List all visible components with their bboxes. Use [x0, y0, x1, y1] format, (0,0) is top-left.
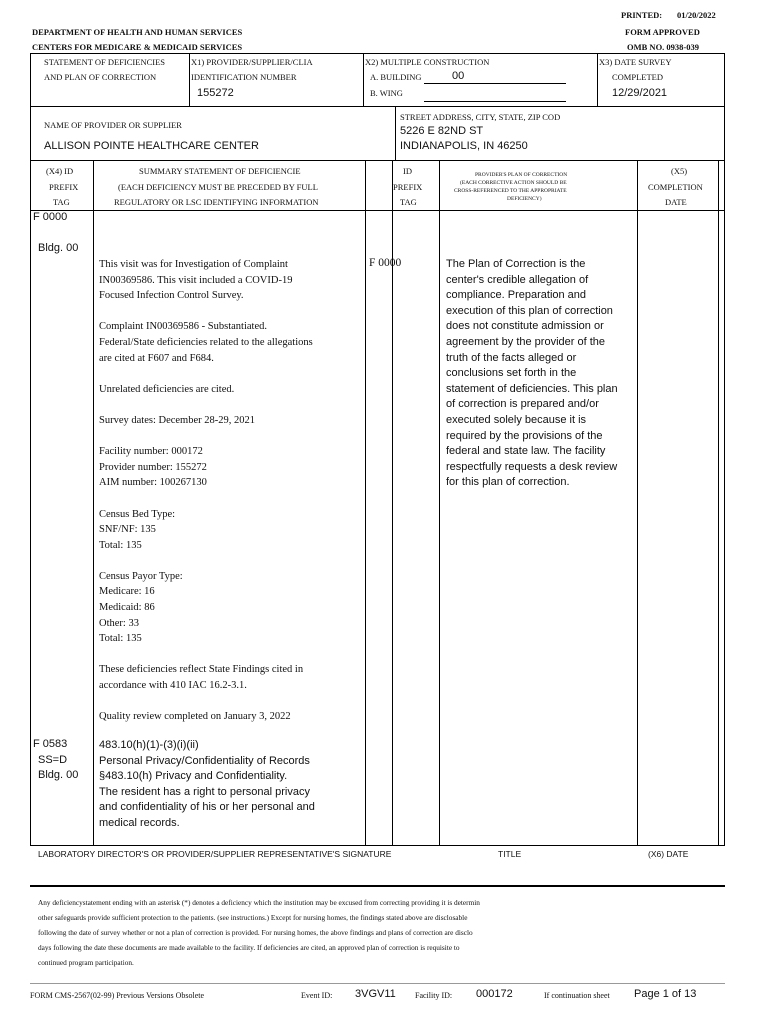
- continuation-label: If continuation sheet: [544, 991, 610, 1000]
- address-label: STREET ADDRESS, CITY, STATE, ZIP COD: [400, 112, 561, 122]
- disclaimer-line-5: continued program participation.: [38, 958, 134, 967]
- scope-severity: SS=D: [38, 754, 68, 766]
- form-number: FORM CMS-2567(02-99) Previous Versions Obsolete: [30, 991, 205, 1000]
- printed-label: PRINTED:: [621, 10, 663, 20]
- wing-label: B. WING: [370, 88, 403, 98]
- title-label: TITLE: [498, 849, 522, 859]
- summary-header-1: SUMMARY STATEMENT OF DEFICIENCIE: [139, 166, 301, 176]
- city-state-zip: INDIANAPOLIS, IN 46250: [400, 140, 528, 152]
- disclaimer-line-1: Any deficiencystatement ending with an asterisk (*) denotes a deficiency which the institution may be excused from correcting providing it is determin: [38, 898, 480, 907]
- building-value: 00: [452, 70, 465, 82]
- x4-header-3: TAG: [53, 197, 70, 207]
- regulation-code: 483.10(h)(1)-(3)(i)(ii): [99, 739, 199, 751]
- summary-quality-review: Quality review completed on January 3, 2022: [99, 711, 291, 723]
- department-name: DEPARTMENT OF HEALTH AND HUMAN SERVICES: [32, 27, 243, 37]
- payor-medicaid: Medicaid: 86: [99, 602, 155, 614]
- summary-visit: This visit was for Investigation of Complaint IN00369586. This visit included a COVID-19 Focused Infection Control Survey.: [99, 259, 293, 302]
- x4-header-2: PREFIX: [49, 182, 79, 192]
- provider-number: Provider number: 155272: [99, 461, 207, 473]
- survey-date: 12/29/2021: [612, 87, 668, 99]
- summary-complaint: Complaint IN00369586 - Substantiated. Federal/State deficiencies related to the allegations are cited at F607 and F684.: [99, 321, 313, 364]
- payor-other: Other: 33: [99, 617, 139, 629]
- provider-name: ALLISON POINTE HEALTHCARE CENTER: [44, 140, 259, 152]
- regulation-section: §483.10(h) Privacy and Confidentiality.: [99, 770, 288, 783]
- plan-of-correction: The Plan of Correction is the center's credible allegation of compliance. Preparation and execution of this plan of correction does not constitute admission or agreement by the provider of the truth of the facts alleged or conclusions set forth in the statement of deficiencies. This plan of correction is prepared and/or executed solely because it is required by the provisions of the federal and state law. The facility respectfully requests a desk review for this plan of correction.: [446, 258, 618, 489]
- disclaimer-line-4: days following the date these documents are made available to the facility. If deficiencies are cited, an approved plan of correction is requisite to: [38, 943, 460, 952]
- census-bed-title: Census Bed Type:: [99, 508, 176, 520]
- centers-name: CENTERS FOR MEDICARE & MEDICAID SERVICES: [32, 42, 243, 52]
- disclaimer: [38, 895, 728, 970]
- statement-label-2: AND PLAN OF CORRECTION: [44, 72, 157, 82]
- x5-header-3: DATE: [665, 197, 687, 207]
- building-label: A. BUILDING: [370, 72, 422, 82]
- signature-label: LABORATORY DIRECTOR'S OR PROVIDER/SUPPLIER REPRESENTATIVE'S SIGNATURE: [38, 849, 392, 859]
- facility-id: 000172: [476, 988, 513, 1000]
- street-address: 5226 E 82ND ST: [400, 125, 484, 137]
- provider-name-label: NAME OF PROVIDER OR SUPPLIER: [44, 120, 182, 130]
- id-header-2: PREFIX: [393, 182, 423, 192]
- x4-header-1: (X4) ID: [46, 166, 74, 176]
- plan-header-2: (EACH CORRECTIVE ACTION SHOULD BE: [460, 180, 567, 186]
- plan-header-3: CROSS-REFERENCED TO THE APPROPRIATE: [454, 188, 567, 194]
- statement-label-1: STATEMENT OF DEFICIENCIES: [44, 57, 166, 67]
- regulation-title: Personal Privacy/Confidentiality of Records: [99, 754, 310, 767]
- facility-number: Facility number: 000172: [99, 446, 203, 458]
- summary-state-findings: These deficiencies reflect State Findings cited in accordance with 410 IAC 16.2-3.1.: [99, 664, 304, 692]
- regulation-block: [99, 738, 325, 832]
- tag-f0000: F 0000: [33, 211, 68, 223]
- facility-id-label: Facility ID:: [415, 991, 453, 1000]
- regulation-text: The resident has a right to personal privacy and confidentiality of his or her personal and medical records.: [99, 785, 315, 829]
- summary-header-3: REGULATORY OR LSC IDENTIFYING INFORMATION: [114, 197, 319, 207]
- event-id: 3VGV11: [355, 988, 396, 1000]
- form-approved: FORM APPROVED: [625, 27, 700, 37]
- summary-header-2: (EACH DEFICIENCY MUST BE PRECEDED BY FULL: [118, 182, 318, 192]
- summary-survey-dates: Survey dates: December 28-29, 2021: [99, 414, 255, 426]
- page-number: Page 1 of 13: [634, 988, 697, 1000]
- event-id-label: Event ID:: [301, 991, 333, 1000]
- x2-label: X2) MULTIPLE CONSTRUCTION: [365, 57, 490, 67]
- census-bed-total: Total: 135: [99, 539, 142, 551]
- disclaimer-line-3: following the date of survey whether or not a plan of correction is provided. For nursing homes, the above findings and plans of correction are disclo: [38, 928, 473, 937]
- x5-header-2: COMPLETION: [648, 182, 703, 192]
- printed-date: 01/20/2022: [677, 10, 716, 20]
- x3-label-1: X3) DATE SURVEY: [599, 57, 672, 67]
- plan-header-4: DEFICIENCY): [507, 196, 542, 202]
- provider-id: 155272: [197, 87, 234, 99]
- plan-tag: F 0000: [369, 257, 402, 269]
- id-header-3: TAG: [400, 197, 417, 207]
- bldg-label-1: Bldg. 00: [38, 242, 79, 254]
- x1-label-2: IDENTIFICATION NUMBER: [191, 72, 297, 82]
- census-snf: SNF/NF: 135: [99, 524, 156, 536]
- omb-number: OMB NO. 0938-039: [627, 42, 700, 52]
- id-header-1: ID: [403, 166, 412, 176]
- plan-header-1: PROVIDER'S PLAN OF CORRECTION: [475, 172, 568, 178]
- x1-label-1: X1) PROVIDER/SUPPLIER/CLIA: [191, 57, 313, 67]
- tag-f0583: F 0583: [33, 738, 68, 750]
- x6-date-label: (X6) DATE: [648, 849, 689, 859]
- disclaimer-line-2: other safeguards provide sufficient protection to the patients. (see instructions.) Except for nursing homes, the findings stated above are disclosable: [38, 913, 468, 922]
- x3-label-2: COMPLETED: [612, 72, 663, 82]
- summary-unrelated: Unrelated deficiencies are cited.: [99, 383, 235, 395]
- payor-total: Total: 135: [99, 633, 142, 645]
- summary-statement: [99, 257, 323, 725]
- census-payor-title: Census Payor Type:: [99, 570, 183, 582]
- bldg-label-2: Bldg. 00: [38, 769, 79, 781]
- aim-number: AIM number: 100267130: [99, 477, 207, 489]
- payor-medicare: Medicare: 16: [99, 586, 155, 598]
- x5-header-1: (X5): [671, 166, 688, 176]
